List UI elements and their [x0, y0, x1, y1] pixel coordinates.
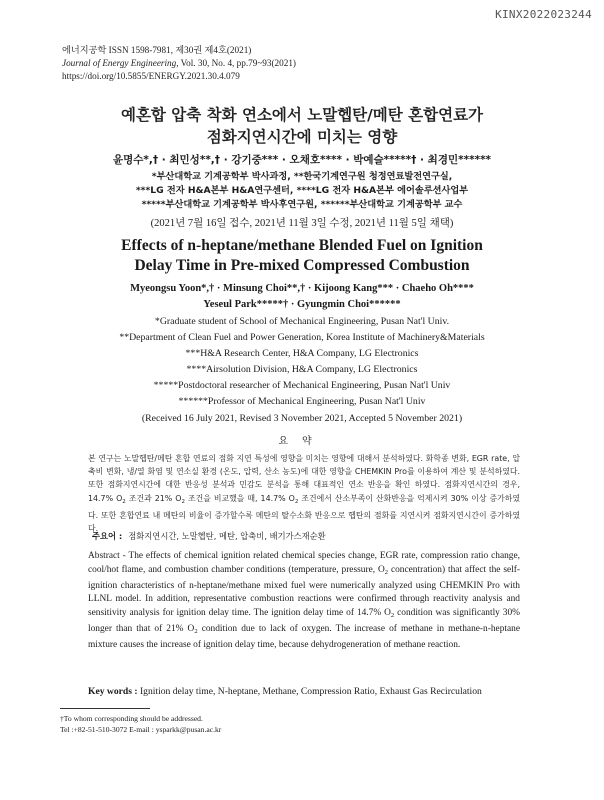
korean-affiliation-3: *****부산대학교 기계공학부 박사후연구원, ******부산대학교 기계공학부 교수: [141, 199, 463, 210]
corresponding-footnote: [60, 713, 221, 735]
journal-doi-link[interactable]: https://doi.org/10.5855/ENERGY.2021.30.4.079: [62, 71, 240, 81]
korean-abstract-text-2: 조건과 21% O: [125, 493, 182, 503]
english-abstract-sub-2: 2: [390, 612, 395, 620]
english-keywords-label: Key words :: [88, 686, 138, 697]
journal-korean-issn: 에너지공학 ISSN 1598-7981, 제30권 제4호(2021): [62, 45, 252, 55]
english-keywords: [88, 686, 528, 697]
korean-abstract-text-3: 조건을 비교했을 때, 14.7% O: [185, 493, 295, 503]
korean-title: [0, 104, 604, 148]
journal-volume: , Vol. 30, No. 4, pp.79~93(2021): [176, 58, 296, 68]
korean-affiliation-1: *부산대학교 기계공학부 박사과정, **한국기계연구원 청정연료발전연구실,: [151, 171, 453, 182]
korean-abstract: [88, 452, 520, 535]
english-authors-line-2: Yeseul Park*****† · Gyungmin Choi******: [203, 299, 401, 310]
english-abstract-text-4: condition due to lack of oxygen. The increase of methane in methane-n-heptane mixture causes the increase of ignition delay time, because dehydrogeneration of methane reaction.: [88, 623, 520, 650]
english-title-line-1: Effects of n-heptane/methane Blended Fuel on Ignition: [121, 237, 483, 254]
english-affiliation-2: **Department of Clean Fuel and Power Generation, Korea Institute of Machinery&Materials: [119, 332, 485, 343]
english-affiliation-3: ***H&A Research Center, H&A Company, LG Electronics: [185, 348, 419, 359]
korean-abstract-text-1: 본 연구는 노말헵탄/메탄 혼합 연료의 점화 지연 특성에 영향을 미치는 영향에 대해서 분석하였다. 화학종 변화, EGR rate, 압축비 변화, 냉/열 화염 및 연소실 환경 (온도, 압력, 산소 농도)에 대한 영향을 CHEMKIN Pro를 이용하여 계산 및 분석하였다. 또한 점화지연시간에 대한 반응성 분석과 민감도 분석을 통해 대표적인 연소 반응을 확인 하였다. 점화지연시간의 경우, 14.7% O: [88, 454, 520, 503]
korean-keywords-label: 주요어 :: [92, 531, 123, 541]
english-abstract-text-2: concentration) that affect the self-ignition characteristics of n-heptane/methane mixed fuel were numerically analyzed using CHEMKIN Pro with LLNL model. In addition, representative combustion reactions were confirmed through reactivity analysis and sensitivity analysis for ignition delay time. The ignition delay time of 14.7% O: [88, 564, 520, 619]
korean-abstract-sub-1: 2: [122, 498, 126, 505]
korean-keywords-list: 점화지연시간, 노말헵탄, 메탄, 압축비, 배기가스재순환: [128, 531, 326, 541]
korean-affiliation-2: ***LG 전자 H&A본부 H&A연구센터, ****LG 전자 H&A본부 에어솔루션사업부: [135, 185, 469, 196]
korean-keywords: [92, 530, 326, 542]
english-abstract: [88, 550, 520, 653]
english-abstract-text-1: Abstract - The effects of chemical ignition related chemical species change, EGR rate, compression ratio change, cool/hot flame, and combustion chamber conditions (temperature, pressure, O: [88, 551, 520, 575]
korean-title-line-1: 예혼합 압축 착화 연소에서 노말헵탄/메탄 혼합연료가: [120, 106, 484, 124]
document-id-watermark: KINX2022023244: [495, 8, 592, 21]
english-affiliation-1: *Graduate student of School of Mechanical Engineering, Pusan Nat'l Univ.: [154, 316, 450, 327]
korean-abstract-heading: 요약: [278, 436, 326, 447]
korean-abstract-text-4: 조건에서 산소부족이 산화반응을 억제시켜 30% 이상 증가하였다. 또한 혼합연료 내 메탄의 비율이 증가할수록 메탄의 탈수소화 반응으로 헵탄의 점화를 지연시켜 점화지연시간이 증가하였다.: [88, 493, 520, 534]
english-authors-line-1: Myeongsu Yoon*,† · Minsung Choi**,† · Kijoong Kang*** · Chaeho Oh****: [130, 283, 474, 294]
english-title-line-2: Delay Time in Pre-mixed Compressed Combustion: [134, 257, 470, 274]
footnote-corresponding: †To whom corresponding should be addressed.: [60, 714, 203, 723]
english-affiliation-4: ****Airsolution Division, H&A Company, LG Electronics: [186, 364, 418, 375]
english-abstract-sub-1: 2: [384, 568, 389, 576]
korean-authors: 윤명수*,† · 최민성**,† · 강기중*** · 오채호**** · 박예슬*****† · 최경민******: [112, 154, 492, 166]
english-keywords-list: Ignition delay time, N-heptane, Methane, Compression Ratio, Exhaust Gas Recirculation: [139, 686, 482, 697]
english-abstract-sub-3: 2: [194, 627, 198, 635]
footnote-divider: [60, 708, 150, 709]
footnote-contact: Tel :+82-51-510-3072 E-mail : ysparkk@pusan.ac.kr: [60, 725, 222, 734]
korean-submission-dates: (2021년 7월 16일 접수, 2021년 11월 3일 수정, 2021년 11월 5일 채택): [150, 218, 454, 229]
korean-abstract-sub-3: 2: [294, 498, 299, 505]
korean-abstract-sub-2: 2: [181, 498, 185, 505]
english-received-dates: (Received 16 July 2021, Revised 3 November 2021, Accepted 5 November 2021): [141, 413, 463, 424]
english-affiliation-6: ******Professor of Mechanical Engineering, Pusan Nat'l Univ: [178, 396, 426, 407]
english-abstract-text-3: condition was significantly 30% longer than that of 21% O: [88, 608, 520, 634]
korean-title-line-2: 점화지연시간에 미치는 영향: [206, 128, 398, 146]
english-affiliation-5: *****Postdoctoral researcher of Mechanical Engineering, Pusan Nat'l Univ: [153, 380, 451, 391]
journal-name: Journal of Energy Engineering: [62, 58, 177, 68]
journal-header: [62, 44, 296, 83]
journal-citation: [62, 57, 296, 70]
english-title: [0, 236, 604, 276]
